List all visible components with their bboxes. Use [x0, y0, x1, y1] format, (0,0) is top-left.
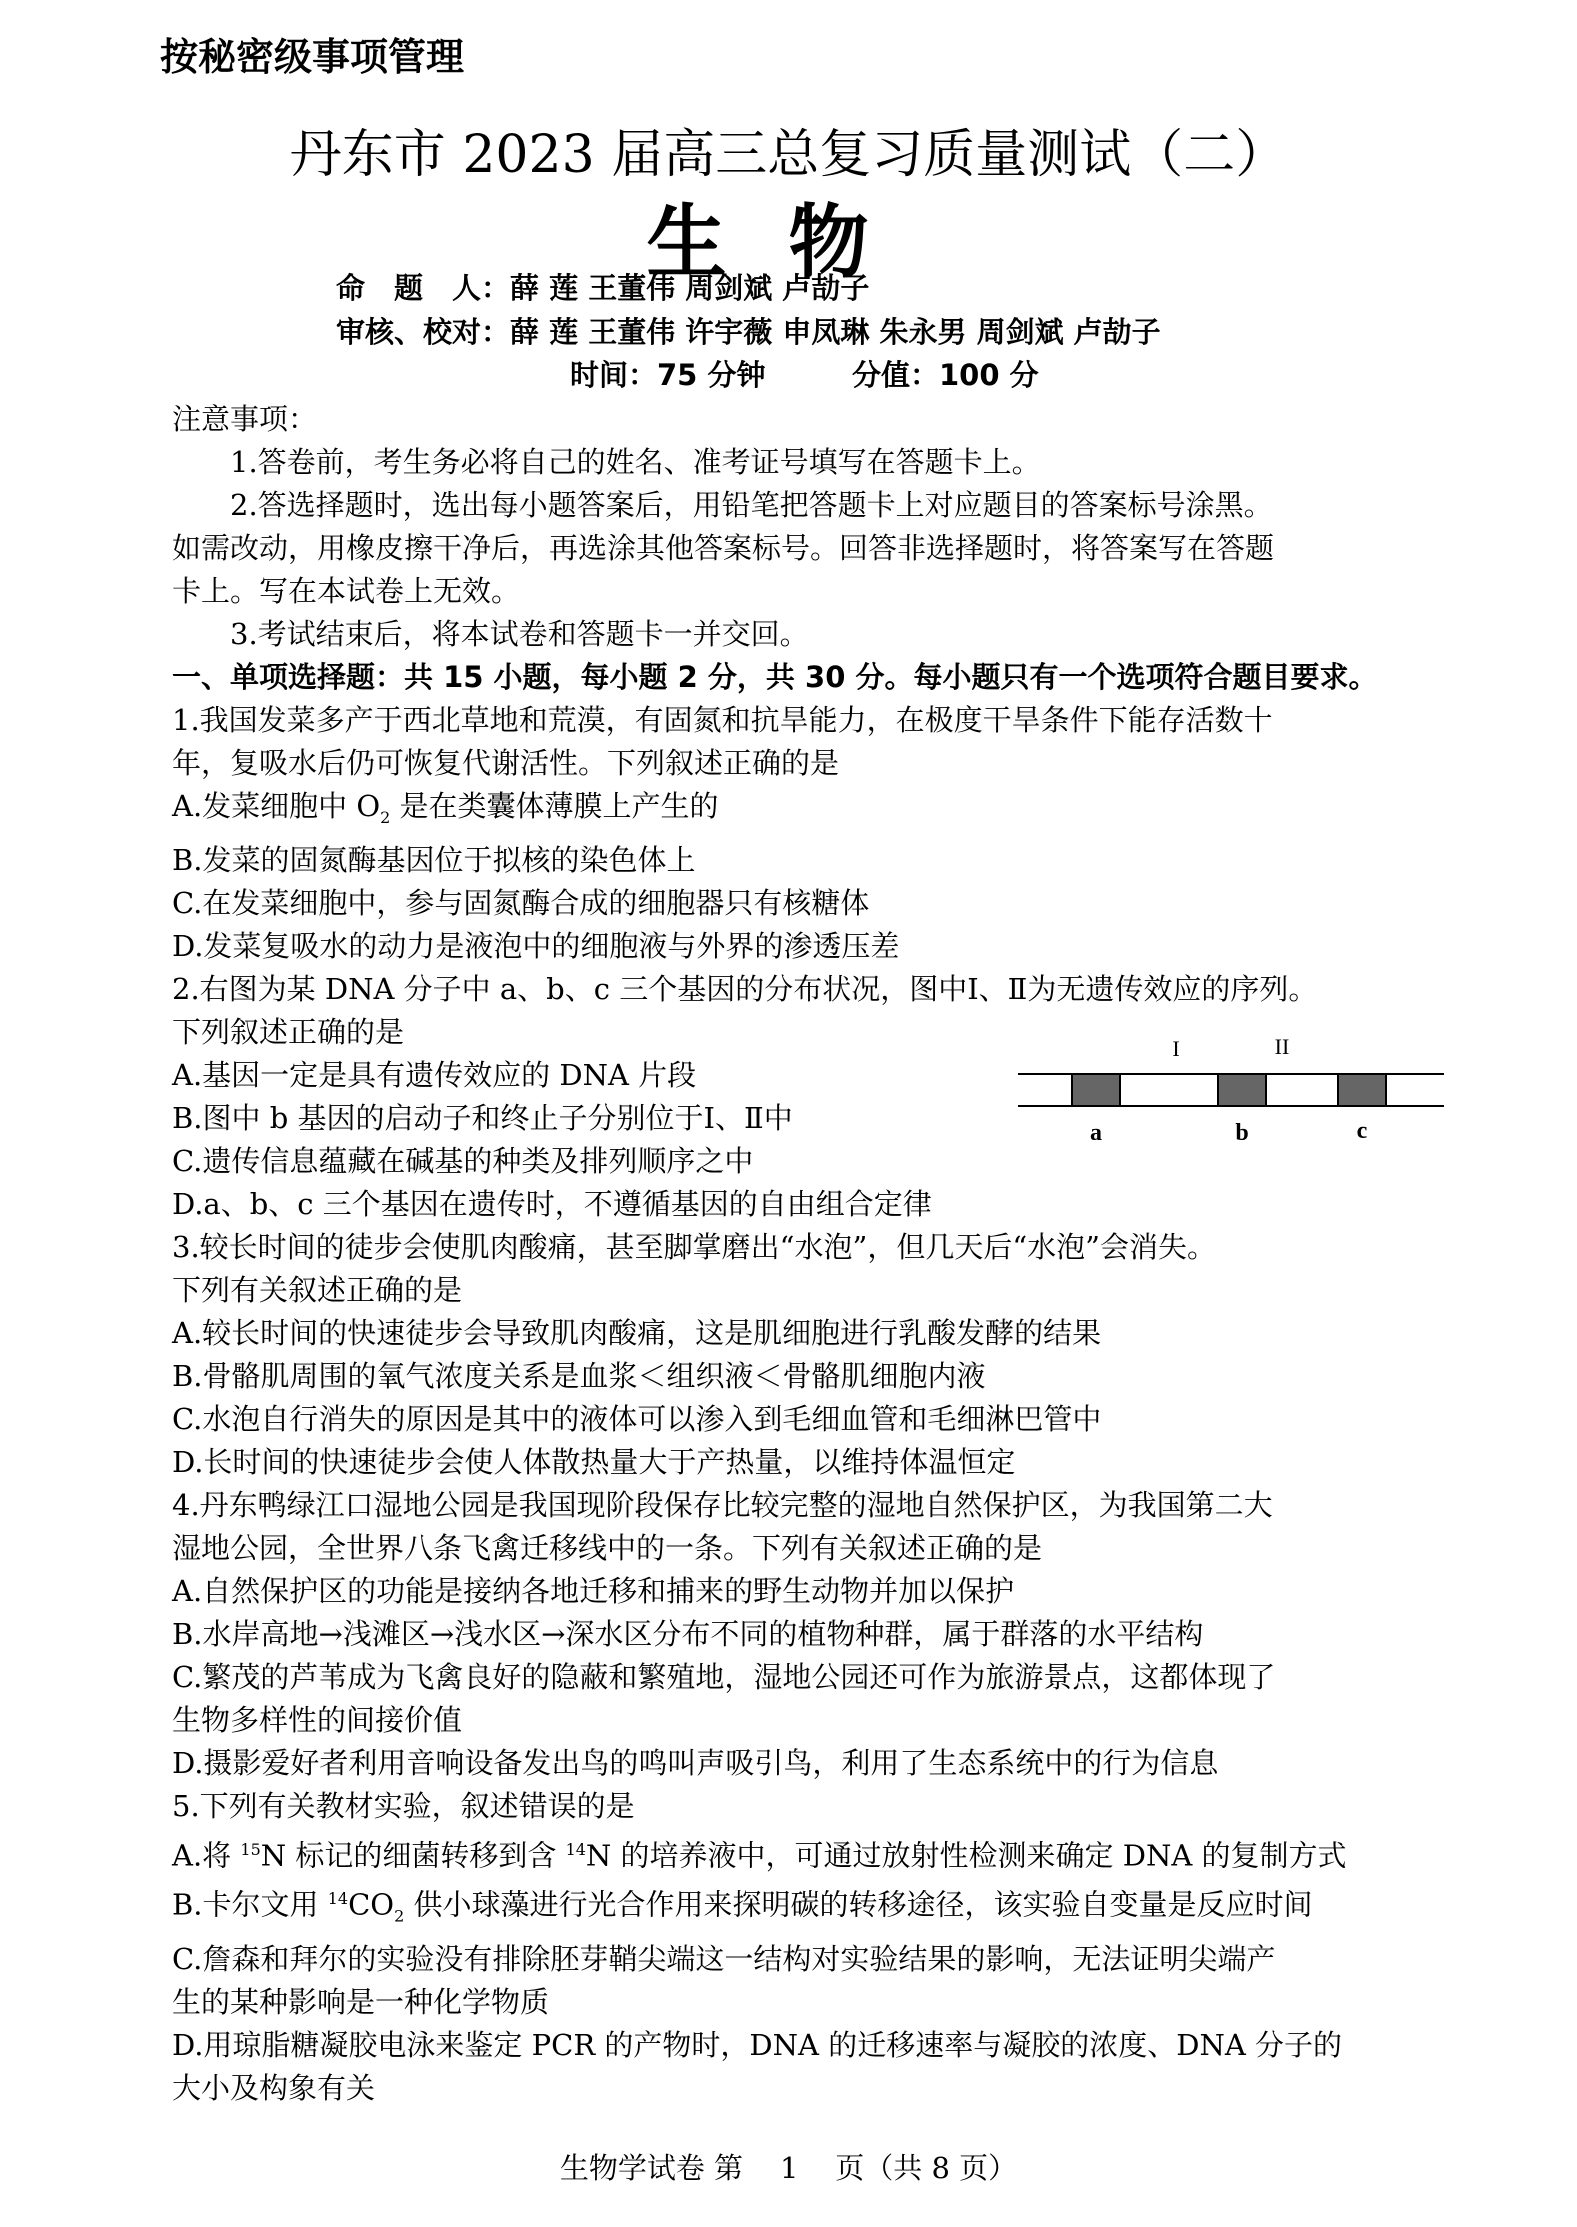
- q2-option-b: B.图中 b 基因的启动子和终止子分别位于Ⅰ、Ⅱ中: [172, 1100, 793, 1135]
- exam-title: 丹东市 2023 届高三总复习质量测试（二）: [289, 125, 1288, 185]
- q2-option-c: C.遗传信息蕴藏在碱基的种类及排列顺序之中: [172, 1143, 754, 1178]
- gene-a-block: [1072, 1074, 1120, 1106]
- q5-option-d: D.用琼脂糖凝胶电泳来鉴定 PCR 的产物时，DNA 的迁移速率与凝胶的浓度、DNA 分子的: [172, 2027, 1342, 2062]
- gene-c-block: [1338, 1074, 1386, 1106]
- note-2-end: 卡上。写在本试卷上无效。: [172, 574, 521, 608]
- gene-b-block: [1218, 1074, 1266, 1106]
- gene-b-label: b: [1235, 1120, 1249, 1146]
- q4-option-b: B.水岸高地→浅滩区→浅水区→深水区分布不同的植物种群，属于群落的水平结构: [172, 1616, 1204, 1651]
- q3-stem-cont: 下列有关叙述正确的是: [172, 1272, 463, 1307]
- secrecy-note: 按秘密级事项管理: [160, 35, 465, 79]
- q5-option-b: B.卡尔文用 $^{14}CO_2$ 供小球藻进行光合作用来探明碳的转移途径，该实验自变量是反应时间: [172, 1888, 1313, 1926]
- q1-option-b: B.发菜的固氮酶基因位于拟核的染色体上: [172, 842, 696, 877]
- q5-option-a: A.将 $^{15}$N 标记的细菌转移到含 $^{14}$N 的培养液中，可通过放射性检测来确定 DNA 的复制方式: [172, 1838, 1347, 1873]
- q2-option-d: D.a、b、c 三个基因在遗传时，不遵循基因的自由组合定律: [172, 1186, 932, 1221]
- gene-c-label: c: [1356, 1118, 1368, 1144]
- q3-stem: 3.较长时间的徒步会使肌肉酸痛，甚至脚掌磨出“水泡”，但几天后“水泡”会消失。: [172, 1229, 1216, 1264]
- q4-option-c-cont: 生物多样性的间接价值: [172, 1702, 463, 1737]
- q5-option-d-cont: 大小及构象有关: [172, 2070, 376, 2105]
- page-footer: 生物学试卷 第 1 页（共 8 页）: [559, 2151, 1018, 2185]
- q4-option-d: D.摄影爱好者利用音响设备发出鸟的鸣叫声吸引鸟，利用了生态系统中的行为信息: [172, 1745, 1219, 1780]
- q4-stem: 4.丹东鸭绿江口湿地公园是我国现阶段保存比较完整的湿地自然保护区，为我国第二大: [172, 1487, 1273, 1522]
- q2-stem-cont: 下列叙述正确的是: [172, 1014, 405, 1049]
- note-2-cont: 如需改动，用橡皮擦干净后，再选涂其他答案标号。回答非选择题时，将答案写在答题: [172, 531, 1275, 565]
- q4-option-a: A.自然保护区的功能是接纳各地迁移和捕来的野生动物并加以保护: [172, 1573, 1015, 1608]
- page-number: 1: [779, 2151, 799, 2185]
- note-1: 1.答卷前，考生务必将自己的姓名、准考证号填写在答题卡上。: [230, 445, 1041, 479]
- dna-gene-diagram: [1014, 1030, 1454, 1150]
- reviewers-line: 审核、校对：薛 莲 王董伟 许宇薇 申凤琳 朱永男 周剑斌 卢劼子: [336, 315, 1161, 349]
- q2-stem: 2.右图为某 DNA 分子中 a、b、c 三个基因的分布状况，图中Ⅰ、Ⅱ为无遗传效应的序列。: [172, 971, 1318, 1006]
- note-3: 3.考试结束后，将本试卷和答题卡一并交回。: [230, 617, 809, 651]
- q3-option-a: A.较长时间的快速徒步会导致肌肉酸痛，这是肌细胞进行乳酸发酵的结果: [172, 1315, 1102, 1350]
- q3-option-d: D.长时间的快速徒步会使人体散热量大于产热量，以维持体温恒定: [172, 1444, 1016, 1479]
- q5-option-c: C.詹森和拜尔的实验没有排除胚芽鞘尖端这一结构对实验结果的影响，无法证明尖端产: [172, 1941, 1276, 1976]
- region-II-label: II: [1274, 1034, 1290, 1059]
- q2-option-a: A.基因一定是具有遗传效应的 DNA 片段: [172, 1057, 697, 1092]
- exam-time: 时间：75 分钟: [570, 358, 766, 392]
- notes-heading: 注意事项：: [172, 402, 318, 436]
- region-I-label: I: [1172, 1036, 1180, 1061]
- subject-title: 生物: [646, 196, 931, 289]
- exam-body: [172, 398, 1412, 2110]
- q5-stem: 5.下列有关教材实验，叙述错误的是: [172, 1788, 635, 1823]
- gene-a-label: a: [1090, 1120, 1102, 1146]
- q1-option-d: D.发菜复吸水的动力是液泡中的细胞液与外界的渗透压差: [172, 928, 900, 963]
- q5-option-c-cont: 生的某种影响是一种化学物质: [172, 1984, 550, 2019]
- q1-stem-cont: 年，复吸水后仍可恢复代谢活性。下列叙述正确的是: [172, 746, 840, 780]
- q3-option-c: C.水泡自行消失的原因是其中的液体可以渗入到毛细血管和毛细淋巴管中: [172, 1401, 1102, 1436]
- q4-option-c: C.繁茂的芦苇成为飞禽良好的隐蔽和繁殖地，湿地公园还可作为旅游景点，这都体现了: [172, 1659, 1276, 1694]
- q1-stem: 1.我国发菜多产于西北草地和荒漠，有固氮和抗旱能力，在极度干旱条件下能存活数十: [172, 703, 1273, 737]
- exam-score: 分值：100 分: [852, 358, 1039, 392]
- section-heading: 一、单项选择题：共 15 小题，每小题 2 分，共 30 分。每小题只有一个选项符合题目要求。: [172, 660, 1378, 694]
- q1-option-a: A.发菜细胞中 $O_2$ 是在类囊体薄膜上产生的: [172, 789, 719, 827]
- q3-option-b: B.骨骼肌周围的氧气浓度关系是血浆＜组织液＜骨骼肌细胞内液: [172, 1358, 986, 1393]
- authors-line: 命 题 人：薛 莲 王董伟 周剑斌 卢劼子: [336, 271, 870, 305]
- q4-stem-cont: 湿地公园，全世界八条飞禽迁移线中的一条。下列有关叙述正确的是: [172, 1530, 1043, 1565]
- note-2: 2.答选择题时，选出每小题答案后，用铅笔把答题卡上对应题目的答案标号涂黑。: [230, 488, 1273, 522]
- q1-option-c: C.在发菜细胞中，参与固氮酶合成的细胞器只有核糖体: [172, 885, 870, 920]
